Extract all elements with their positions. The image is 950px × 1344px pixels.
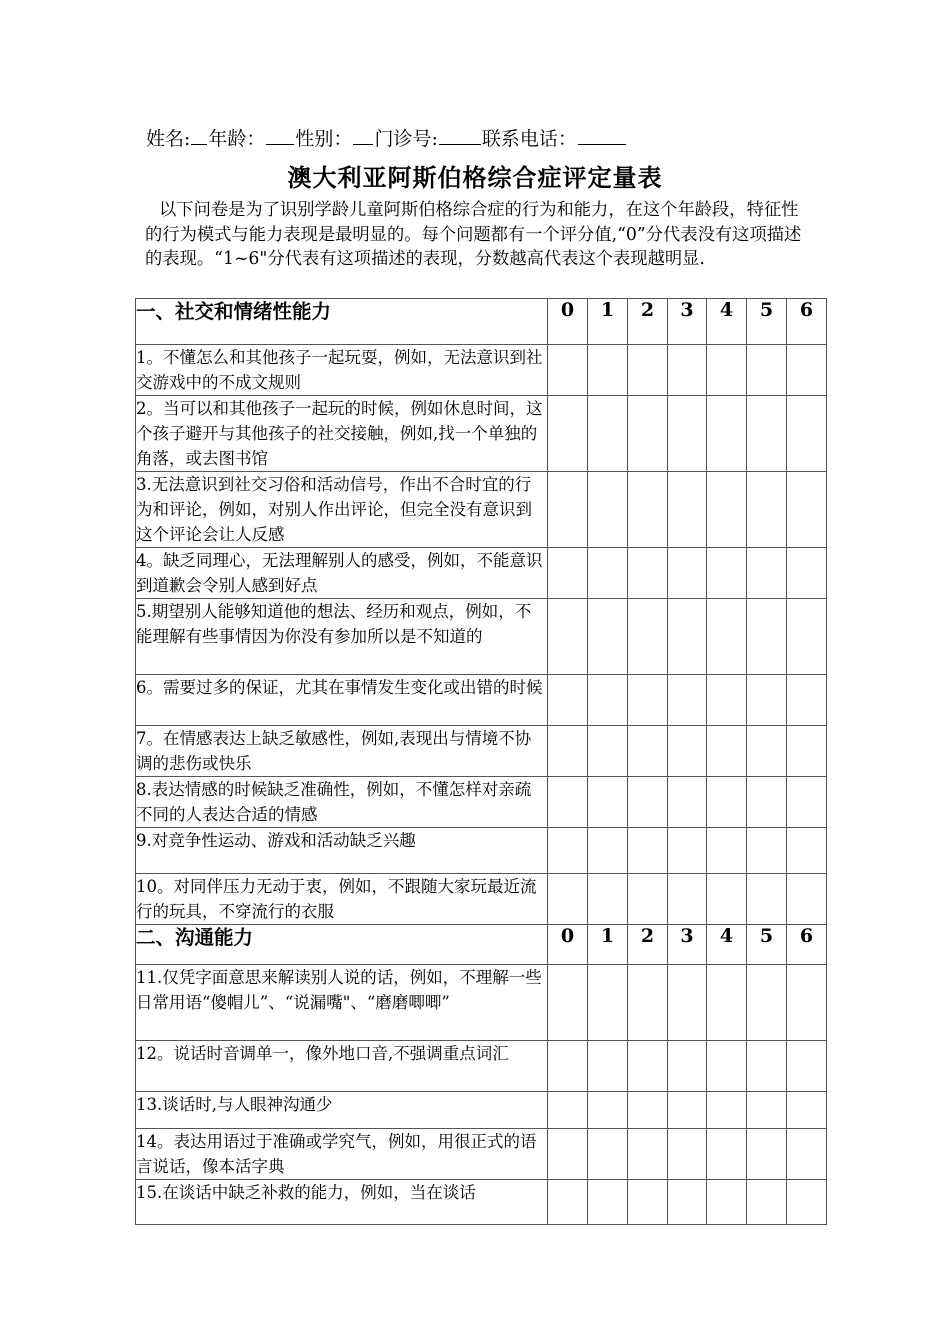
score-cell-6[interactable] [787, 548, 827, 599]
age-blank[interactable] [266, 126, 294, 145]
patient-info-line [146, 124, 627, 151]
score-cell-0[interactable] [548, 396, 588, 472]
score-cell-5[interactable] [747, 472, 787, 548]
score-cell-3[interactable] [668, 1041, 707, 1092]
clinic-no-label: 门诊号: [374, 128, 438, 150]
score-header-6: 6 [787, 299, 827, 345]
score-header-3: 3 [668, 925, 707, 965]
phone-blank[interactable] [578, 126, 626, 145]
score-cell-2[interactable] [628, 1180, 668, 1225]
score-cell-3[interactable] [668, 1180, 707, 1225]
page-title: 澳大利亚阿斯伯格综合症评定量表 [287, 163, 663, 192]
question-text: 2。当可以和其他孩子一起玩的时候，例如休息时间，这个孩子避开与其他孩子的社交接触，例如,找一个单独的角落，或去图书馆 [136, 396, 548, 472]
intro-text: 以下问卷是为了识别学龄儿童阿斯伯格综合症的行为和能力，在这个年龄段，特征性的行为模式与能力表现是最明显的。每个问题都有一个评分值,“0”分代表没有这项描述的表现。“1~6"分代表有这项描述的表现，分数越高代表这个表现越明显. [145, 200, 802, 269]
score-cell-1[interactable] [588, 548, 628, 599]
score-cell-0[interactable] [548, 548, 588, 599]
score-cell-1[interactable] [588, 345, 628, 396]
score-cell-5[interactable] [747, 828, 787, 874]
score-cell-1[interactable] [588, 599, 628, 675]
score-cell-2[interactable] [628, 1092, 668, 1129]
score-cell-5[interactable] [747, 1092, 787, 1129]
score-cell-5[interactable] [747, 1180, 787, 1225]
score-cell-4[interactable] [707, 1092, 747, 1129]
score-cell-2[interactable] [628, 472, 668, 548]
score-header-4: 4 [707, 925, 747, 965]
score-cell-2[interactable] [628, 874, 668, 925]
score-cell-6[interactable] [787, 726, 827, 777]
section-title: 二、沟通能力 [136, 925, 548, 965]
score-cell-5[interactable] [747, 777, 787, 828]
score-cell-0[interactable] [548, 874, 588, 925]
score-cell-6[interactable] [787, 1092, 827, 1129]
question-row [136, 599, 827, 675]
score-header-2: 2 [628, 925, 668, 965]
question-row [136, 874, 827, 925]
section-title: 一、社交和情绪性能力 [136, 299, 548, 345]
score-cell-2[interactable] [628, 675, 668, 726]
score-cell-1[interactable] [588, 777, 628, 828]
question-text: 4。缺乏同理心，无法理解别人的感受，例如，不能意识到道歉会令别人感到好点 [136, 548, 548, 599]
score-cell-3[interactable] [668, 675, 707, 726]
question-row [136, 1180, 827, 1225]
score-cell-4[interactable] [707, 396, 747, 472]
score-cell-4[interactable] [707, 965, 747, 1041]
question-row [136, 396, 827, 472]
score-cell-0[interactable] [548, 726, 588, 777]
score-cell-1[interactable] [588, 1092, 628, 1129]
score-cell-6[interactable] [787, 965, 827, 1041]
score-cell-3[interactable] [668, 1129, 707, 1180]
score-cell-4[interactable] [707, 777, 747, 828]
score-header-1: 1 [588, 925, 628, 965]
question-row [136, 726, 827, 777]
question-row [136, 675, 827, 726]
score-cell-4[interactable] [707, 828, 747, 874]
score-cell-0[interactable] [548, 472, 588, 548]
score-cell-0[interactable] [548, 828, 588, 874]
score-cell-4[interactable] [707, 548, 747, 599]
score-cell-3[interactable] [668, 396, 707, 472]
question-text: 14。表达用语过于准确或学究气，例如，用很正式的语言说话，像本活字典 [136, 1129, 548, 1180]
question-text: 12。说话时音调单一，像外地口音,不强调重点词汇 [136, 1041, 548, 1092]
score-header-2: 2 [628, 299, 668, 345]
score-cell-3[interactable] [668, 726, 707, 777]
score-cell-0[interactable] [548, 965, 588, 1041]
question-text: 1。不懂怎么和其他孩子一起玩耍，例如，无法意识到社交游戏中的不成文规则 [136, 345, 548, 396]
score-cell-0[interactable] [548, 1092, 588, 1129]
score-header-0: 0 [548, 299, 588, 345]
score-cell-6[interactable] [787, 828, 827, 874]
score-cell-6[interactable] [787, 1180, 827, 1225]
question-text: 6。需要过多的保证，尤其在事情发生变化或出错的时候 [136, 675, 548, 726]
score-cell-5[interactable] [747, 599, 787, 675]
score-cell-1[interactable] [588, 828, 628, 874]
score-cell-6[interactable] [787, 345, 827, 396]
score-header-1: 1 [588, 299, 628, 345]
score-header-5: 5 [747, 925, 787, 965]
score-cell-6[interactable] [787, 675, 827, 726]
score-cell-4[interactable] [707, 726, 747, 777]
question-text: 13.谈话时,与人眼神沟通少 [136, 1092, 548, 1129]
score-cell-4[interactable] [707, 599, 747, 675]
score-cell-5[interactable] [747, 874, 787, 925]
name-label: 姓名: [146, 128, 191, 150]
score-header-0: 0 [548, 925, 588, 965]
question-text: 15.在谈话中缺乏补救的能力，例如，当在谈话 [136, 1180, 548, 1225]
score-header-5: 5 [747, 299, 787, 345]
score-cell-3[interactable] [668, 965, 707, 1041]
score-cell-4[interactable] [707, 1129, 747, 1180]
score-cell-2[interactable] [628, 396, 668, 472]
score-header-4: 4 [707, 299, 747, 345]
score-cell-2[interactable] [628, 1129, 668, 1180]
score-cell-4[interactable] [707, 1041, 747, 1092]
gender-label: 性别： [295, 128, 353, 150]
score-cell-0[interactable] [548, 1041, 588, 1092]
score-cell-1[interactable] [588, 472, 628, 548]
score-cell-5[interactable] [747, 675, 787, 726]
score-cell-1[interactable] [588, 1180, 628, 1225]
score-cell-1[interactable] [588, 1041, 628, 1092]
score-cell-1[interactable] [588, 675, 628, 726]
score-cell-0[interactable] [548, 1129, 588, 1180]
score-cell-5[interactable] [747, 548, 787, 599]
score-cell-1[interactable] [588, 1129, 628, 1180]
score-cell-5[interactable] [747, 1041, 787, 1092]
rating-table [135, 298, 827, 1225]
age-label: 年龄： [208, 128, 266, 150]
score-cell-0[interactable] [548, 675, 588, 726]
score-cell-2[interactable] [628, 1041, 668, 1092]
score-cell-6[interactable] [787, 1041, 827, 1092]
score-cell-2[interactable] [628, 828, 668, 874]
score-cell-0[interactable] [548, 1180, 588, 1225]
score-cell-5[interactable] [747, 726, 787, 777]
score-cell-0[interactable] [548, 599, 588, 675]
section-header-row [136, 299, 827, 345]
score-cell-3[interactable] [668, 472, 707, 548]
question-text: 9.对竞争性运动、游戏和活动缺乏兴趣 [136, 828, 548, 874]
question-row [136, 548, 827, 599]
score-cell-0[interactable] [548, 345, 588, 396]
score-cell-3[interactable] [668, 828, 707, 874]
question-row [136, 472, 827, 548]
score-cell-1[interactable] [588, 874, 628, 925]
score-cell-3[interactable] [668, 345, 707, 396]
question-text: 8.表达情感的时候缺乏准确性，例如，不懂怎样对亲疏不同的人表达合适的情感 [136, 777, 548, 828]
question-row [136, 1092, 827, 1129]
phone-label: 联系电话： [481, 128, 577, 150]
score-cell-5[interactable] [747, 1129, 787, 1180]
score-header-6: 6 [787, 925, 827, 965]
score-cell-4[interactable] [707, 1180, 747, 1225]
score-cell-3[interactable] [668, 874, 707, 925]
score-cell-3[interactable] [668, 777, 707, 828]
intro-paragraph [145, 198, 815, 272]
clinic-no-blank[interactable] [439, 126, 481, 145]
question-text: 3.无法意识到社交习俗和活动信号，作出不合时宜的行为和评论，例如，对别人作出评论，但完全没有意识到这个评论会让人反感 [136, 472, 548, 548]
score-cell-1[interactable] [588, 396, 628, 472]
score-cell-0[interactable] [548, 777, 588, 828]
question-text: 7。在情感表达上缺乏敏感性，例如,表现出与情境不协调的悲伤或快乐 [136, 726, 548, 777]
section-header-row [136, 925, 827, 965]
score-cell-6[interactable] [787, 874, 827, 925]
question-row [136, 1041, 827, 1092]
name-blank[interactable] [191, 126, 207, 145]
score-cell-2[interactable] [628, 548, 668, 599]
question-text: 11.仅凭字面意思来解读别人说的话，例如，不理解一些日常用语“傻帽儿”、“说漏嘴"、“磨磨唧唧” [136, 965, 548, 1041]
score-cell-2[interactable] [628, 726, 668, 777]
question-text: 5.期望别人能够知道他的想法、经历和观点，例如，不能理解有些事情因为你没有参加所以是不知道的 [136, 599, 548, 675]
question-row [136, 777, 827, 828]
score-cell-3[interactable] [668, 599, 707, 675]
score-cell-4[interactable] [707, 472, 747, 548]
question-text: 10。对同伴压力无动于衷，例如，不跟随大家玩最近流行的玩具，不穿流行的衣服 [136, 874, 548, 925]
score-cell-4[interactable] [707, 675, 747, 726]
score-cell-4[interactable] [707, 345, 747, 396]
question-row [136, 965, 827, 1041]
score-cell-3[interactable] [668, 548, 707, 599]
score-cell-2[interactable] [628, 345, 668, 396]
score-cell-1[interactable] [588, 965, 628, 1041]
score-cell-1[interactable] [588, 726, 628, 777]
score-cell-6[interactable] [787, 599, 827, 675]
gender-blank[interactable] [353, 126, 373, 145]
question-row [136, 1129, 827, 1180]
score-cell-2[interactable] [628, 599, 668, 675]
score-cell-6[interactable] [787, 1129, 827, 1180]
score-cell-6[interactable] [787, 472, 827, 548]
score-cell-4[interactable] [707, 874, 747, 925]
question-row [136, 345, 827, 396]
score-header-3: 3 [668, 299, 707, 345]
score-cell-2[interactable] [628, 965, 668, 1041]
score-cell-6[interactable] [787, 777, 827, 828]
score-cell-2[interactable] [628, 777, 668, 828]
score-cell-5[interactable] [747, 396, 787, 472]
score-cell-3[interactable] [668, 1092, 707, 1129]
score-cell-6[interactable] [787, 396, 827, 472]
score-cell-5[interactable] [747, 345, 787, 396]
score-cell-5[interactable] [747, 965, 787, 1041]
question-row [136, 828, 827, 874]
